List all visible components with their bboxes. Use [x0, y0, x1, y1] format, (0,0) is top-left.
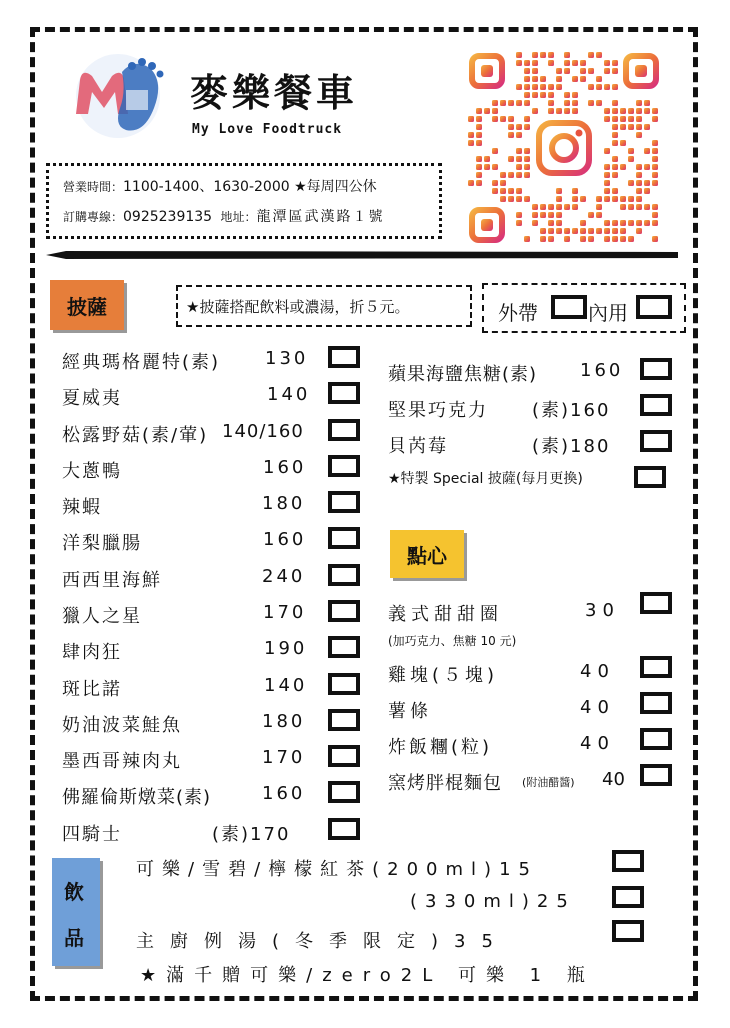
pizza-name: 貝芮莓 — [388, 436, 448, 457]
pizza-price: 170 — [263, 602, 307, 623]
pizza-name: 佛羅倫斯燉菜(素) — [62, 787, 212, 808]
bread-note: (附油醋醬) — [522, 776, 575, 789]
dinein-label: 內用 — [588, 301, 628, 325]
pizza-checkbox[interactable] — [328, 346, 360, 368]
snack-name: 薯條 — [388, 701, 432, 722]
takeout-checkbox[interactable] — [551, 295, 587, 319]
snack-price: 40 — [580, 733, 615, 754]
contact-line — [63, 206, 385, 226]
pizza-price: 160 — [580, 360, 624, 381]
address-value: 龍潭區武漢路１號 — [256, 209, 385, 225]
drink-tag-2: 品 — [64, 926, 84, 950]
snack-section-tag: 點心 — [390, 530, 464, 578]
snack-price: 40 — [602, 769, 625, 790]
snack-checkbox[interactable] — [640, 592, 672, 614]
pizza-checkbox[interactable] — [328, 527, 360, 549]
pizza-checkbox[interactable] — [328, 564, 360, 586]
snack-name: 炸飯糰(粒) — [388, 737, 493, 758]
pizza-name: 墨西哥辣肉丸 — [62, 751, 182, 772]
snack-checkbox[interactable] — [640, 764, 672, 786]
pizza-name: 西西里海鮮 — [62, 570, 162, 591]
pizza-name: 肆肉狂 — [62, 642, 122, 663]
pizza-name: 松露野菇(素/葷) — [62, 425, 209, 446]
pizza-checkbox[interactable] — [640, 430, 672, 452]
special-pizza: ★特製 Special 披薩(每月更換) — [388, 471, 583, 487]
pizza-checkbox[interactable] — [634, 466, 666, 488]
pizza-checkbox[interactable] — [328, 745, 360, 767]
pizza-price: 140/160 — [222, 421, 304, 442]
pizza-checkbox[interactable] — [328, 382, 360, 404]
pizza-checkbox[interactable] — [328, 673, 360, 695]
pizza-name: 經典瑪格麗特(素) — [62, 352, 221, 373]
pizza-checkbox[interactable] — [328, 781, 360, 803]
pizza-name: 辣蝦 — [62, 497, 102, 518]
foodtruck-logo — [62, 52, 174, 140]
pizza-checkbox[interactable] — [640, 394, 672, 416]
snack-name: 窯烤胖棍麵包 — [388, 773, 502, 794]
pizza-price: 140 — [267, 384, 311, 405]
phone-label: 訂購專線： — [63, 210, 124, 224]
snack-checkbox[interactable] — [640, 692, 672, 714]
phone-value: 0925239135 — [123, 209, 213, 225]
drink-checkbox[interactable] — [612, 850, 644, 872]
drink-line-3: 主廚例湯(冬季限定)35 — [136, 931, 509, 952]
pizza-price: (素)160 — [532, 400, 611, 421]
pizza-checkbox[interactable] — [328, 491, 360, 513]
pizza-checkbox[interactable] — [640, 358, 672, 380]
pizza-price: 160 — [262, 783, 306, 804]
pizza-price: (素)170 — [212, 824, 291, 845]
pizza-name: 大蔥鴨 — [62, 461, 122, 482]
address-label: 地址： — [220, 210, 257, 224]
pizza-price: 140 — [264, 675, 308, 696]
dinein-checkbox[interactable] — [636, 295, 672, 319]
pizza-price: 180 — [262, 711, 306, 732]
pizza-name: 斑比諾 — [62, 679, 122, 700]
pizza-name: 夏威夷 — [62, 388, 122, 409]
pizza-name: 蘋果海鹽焦糖(素) — [388, 364, 538, 385]
pizza-name: 洋梨臘腸 — [62, 533, 142, 554]
drink-line-2: (330ml)25 — [410, 891, 576, 912]
pizza-price: 180 — [262, 493, 306, 514]
pizza-price: 160 — [263, 457, 307, 478]
drink-section-tag — [52, 858, 100, 966]
hours-value: 1100-1400、1630-2000 ★每周四公休 — [123, 179, 377, 195]
pizza-promo: ★披薩搭配飲料或濃湯，折５元。 — [176, 285, 472, 327]
pizza-checkbox[interactable] — [328, 600, 360, 622]
order-type-box — [482, 283, 686, 333]
snack-name: 雞塊(５塊) — [388, 665, 499, 686]
drink-checkbox[interactable] — [612, 886, 644, 908]
restaurant-title: 麥樂餐車 — [190, 70, 359, 115]
drink-line-4: ★滿千贈可樂/zero2L 可樂 1 瓶 — [140, 965, 595, 986]
hours-line — [63, 176, 377, 196]
pizza-name: 四騎士 — [62, 824, 122, 845]
instagram-qr-code — [466, 50, 662, 246]
snack-price: 40 — [580, 697, 615, 718]
info-box — [46, 163, 442, 239]
donut-note: (加巧克力、焦糖 10 元) — [388, 634, 517, 648]
pizza-price: 190 — [264, 638, 308, 659]
pizza-name: 獵人之星 — [62, 606, 142, 627]
snack-checkbox[interactable] — [640, 656, 672, 678]
pizza-checkbox[interactable] — [328, 636, 360, 658]
pizza-name: 堅果巧克力 — [388, 400, 488, 421]
snack-price: 40 — [580, 661, 615, 682]
hours-label: 營業時間： — [63, 180, 124, 194]
pizza-price: (素)180 — [532, 436, 611, 457]
takeout-label: 外帶 — [498, 301, 538, 325]
header-divider — [46, 251, 678, 259]
pizza-checkbox[interactable] — [328, 709, 360, 731]
restaurant-subtitle: My Love Foodtruck — [192, 122, 343, 137]
pizza-price: 170 — [262, 747, 306, 768]
drink-tag-1: 飲 — [64, 880, 84, 904]
pizza-checkbox[interactable] — [328, 818, 360, 840]
snack-checkbox[interactable] — [640, 728, 672, 750]
pizza-price: 160 — [263, 529, 307, 550]
pizza-price: 130 — [265, 348, 309, 369]
pizza-checkbox[interactable] — [328, 419, 360, 441]
pizza-price: 240 — [262, 566, 306, 587]
pizza-checkbox[interactable] — [328, 455, 360, 477]
snack-price: 30 — [585, 600, 620, 621]
snack-name: 義式甜甜圈 — [388, 604, 503, 625]
drink-line-1: 可樂/雪碧/檸檬紅茶(200ml)15 — [136, 859, 538, 880]
pizza-name: 奶油波菜鮭魚 — [62, 715, 182, 736]
pizza-section-tag: 披薩 — [50, 280, 124, 330]
drink-checkbox[interactable] — [612, 920, 644, 942]
